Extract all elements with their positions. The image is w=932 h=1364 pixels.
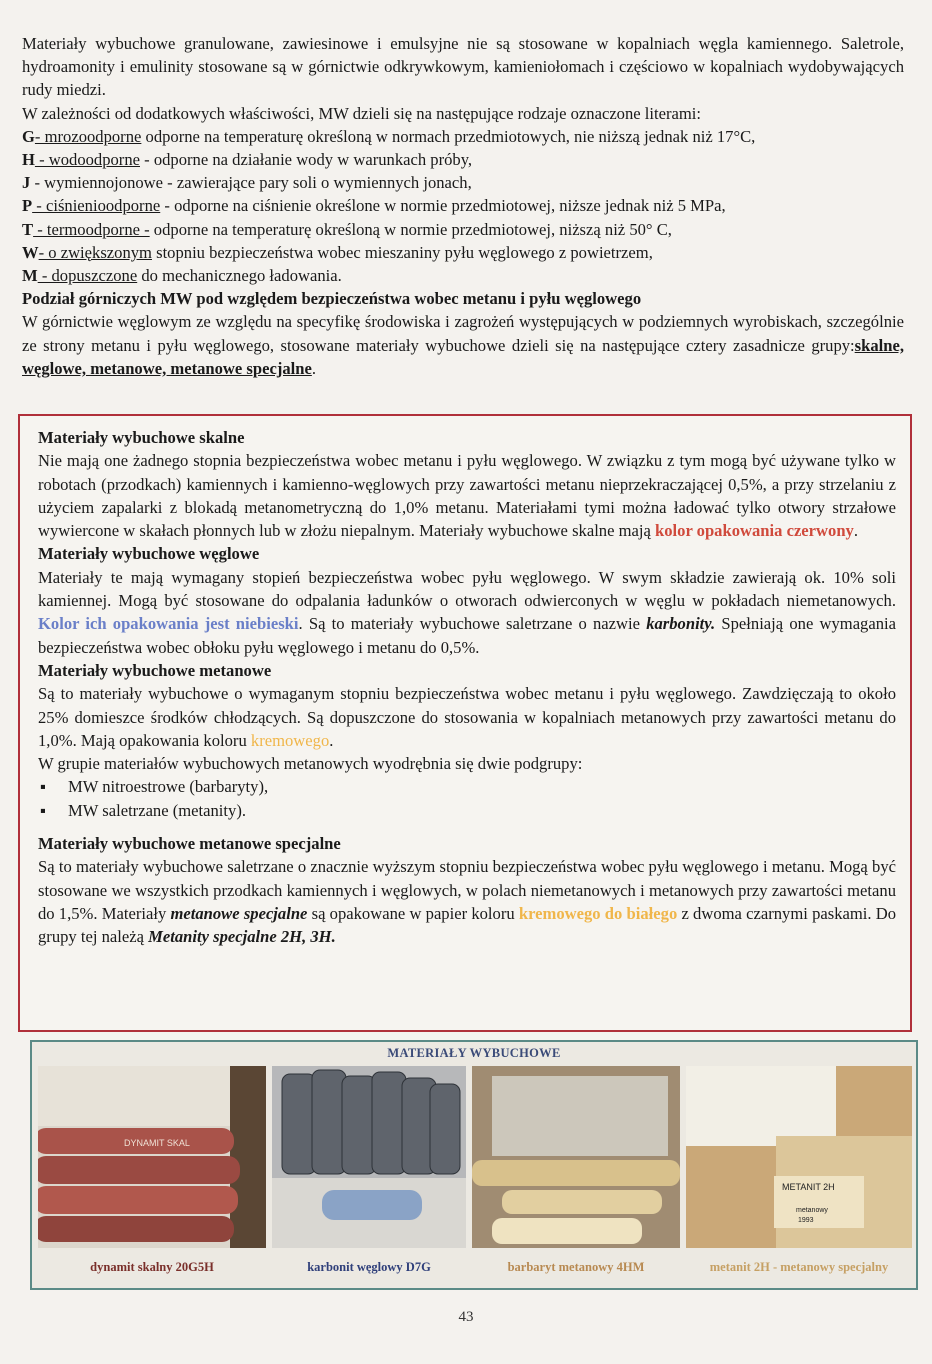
specjalne-text: Są to materiały wybuchowe saletrzane o znacznie wyższym stopniu bezpieczeństwa wobec pyłu węglowego i metanu. Mogą być stosowane we wszystkich przodkach kamiennych i węglowych, w polach niemetanowych i metanowych przy zawartości metanu do 1,5%. Materiały metanowe specjalne są opakowane w papier koloru kremowego do białego z dwoma czarnymi paskami. Do grupy tej należą Metanity specjalne 2H, 3H.	[38, 857, 897, 947]
specjalne-title: Materiały wybuchowe metanowe specjalne	[38, 834, 341, 854]
photo-karbonit	[272, 1066, 466, 1248]
metanowe-title: Materiały wybuchowe metanowe	[38, 660, 272, 680]
figure-title: MATERIAŁY WYBUCHOWE	[387, 1046, 561, 1060]
type-p: P - ciśnienioodporne - odporne na ciśnienie określone w normie przedmiotowej, niższe jednak niż 5 MPa,	[22, 196, 726, 216]
type-h: H - wodoodporne - odporne na działanie wody w warunkach próby,	[22, 150, 473, 170]
type-j: J - wymiennojonowe - zawierające pary soli o wymiennych jonach,	[22, 173, 472, 193]
bullet-icon: ▪	[40, 777, 46, 797]
metanit-sub-label: metanowy	[796, 1207, 828, 1214]
section-groups: skalne, węglowe, metanowe, metanowe specjalne	[22, 335, 904, 378]
specjalne-color: kremowego do białego	[518, 903, 678, 923]
type-t: T - termoodporne - odporne na temperaturę określoną w normie przedmiotowej, niższą niż 50° C,	[22, 219, 672, 239]
metanowe-text: Są to materiały wybuchowe o wymaganym stopniu bezpieczeństwa wobec metanu i pyłu węglowego. Zawdzięczają to około 25% domieszce środków chłodzących. Są dopuszczone do stosowania w kopalniach metanowych przy zawartości metanu do 1,0%. Mają opakowania koloru kremowego.	[38, 684, 896, 750]
dynamit-label: DYNAMIT SKAL	[124, 1138, 190, 1148]
metanit-label: METANIT 2H	[782, 1182, 835, 1192]
explosives-groups-box	[18, 414, 912, 1032]
section-text: W górnictwie węglowym ze względu na specyfikę środowiska i zagrożeń występujących w podziemnych wyrobiskach, szczególnie ze strony metanu i pyłu węglowego, stosowane materiały wybuchowe dzieli się na następujące cztery zasadnicze grupy:skalne, węglowe, metanowe, metanowe specjalne.	[22, 312, 904, 378]
type-m: M - dopuszczone do mechanicznego ładowania.	[22, 266, 342, 286]
caption-karbonit: karbonit węglowy D7G	[307, 1260, 431, 1274]
photo-barbaryt	[472, 1066, 680, 1248]
caption-metanit: metanit 2H - metanowy specjalny	[709, 1260, 889, 1274]
photo-dynamit	[38, 1066, 266, 1248]
intro-text	[22, 32, 904, 380]
type-w: W- o zwiększonym stopniu bezpieczeństwa wobec mieszaniny pyłu węglowego z powietrzem,	[22, 242, 653, 262]
section-title: Podział górniczych MW pod względem bezpieczeństwa wobec metanu i pyłu węglowego	[22, 289, 642, 309]
photo-metanit	[686, 1066, 912, 1248]
bullet-item: ▪ MW nitroestrowe (barbaryty),	[38, 775, 896, 798]
metanit-year-label: 1993	[798, 1217, 814, 1224]
caption-barbaryt: barbaryt metanowy 4HM	[507, 1260, 645, 1274]
skalne-title: Materiały wybuchowe skalne	[38, 428, 245, 447]
intro-paragraph-1: Materiały wybuchowe granulowane, zawiesinowe i emulsyjne nie są stosowane w kopalniach węgla kamiennego. Saletrole, hydroamonity i emulinity stosowane są w górnictwie odkrywkowym, kamieniołomach i częściowo w kopalniach wydobywających rudy miedzi.	[22, 34, 904, 100]
explosives-photo-figure	[30, 1040, 918, 1290]
weglowe-color: Kolor ich opakowania jest niebieski	[38, 614, 299, 634]
page-number: 43	[458, 1309, 474, 1325]
bullet-item: ▪ MW saletrzane (metanity).	[38, 799, 896, 822]
bullet-icon: ▪	[40, 800, 46, 820]
weglowe-title: Materiały wybuchowe węglowe	[38, 544, 260, 564]
weglowe-text: Materiały te mają wymagany stopień bezpieczeństwa wobec pyłu węglowego. W swym składzie zawierają ok. 10% soli kamiennej. Mogą być stosowane do odpalania ładunków o otworach odwierconych w węglu w pokładach niemetanowych. Kolor ich opakowania jest niebieski. Są to materiały wybuchowe saletrzane o nazwie karbonity. Spełniają one wymagania bezpieczeństwa wobec obłoku pyłu węglowego i metanu do 0,5%.	[38, 567, 896, 657]
metanowe-subgroups: W grupie materiałów wybuchowych metanowych wyodrębnia się dwie podgrupy:	[38, 754, 583, 774]
skalne-text: Nie mają one żadnego stopnia bezpieczeństwa wobec metanu i pyłu węglowego. W związku z tym mogą być używane tylko w robotach (przodkach) kamiennych i kamienno-węglowych przy zawartości metanu nieprzekraczającej 0,5%, a przy strzelaniu z użyciem zapalarki z blokadą metanometryczną do 1,0% metanu. Materiałami tymi można ładować tylko otwory strzałowe wywiercone w skałach płonnych lub w złożu niepalnym. Materiały wybuchowe skalne mają kolor opakowania czerwony.	[38, 451, 896, 541]
caption-dynamit: dynamit skalny 20G5H	[90, 1260, 214, 1274]
skalne-color: kolor opakowania czerwony	[655, 521, 854, 541]
intro-paragraph-2: W zależności od dodatkowych właściwości, MW dzieli się na następujące rodzaje oznaczone literami:	[22, 103, 702, 123]
type-g: G- mrozoodporne odporne na temperaturę określoną w normach przedmiotowych, nie niższą jednak niż 17°C,	[22, 126, 756, 146]
metanowe-color: kremowego	[250, 730, 330, 750]
